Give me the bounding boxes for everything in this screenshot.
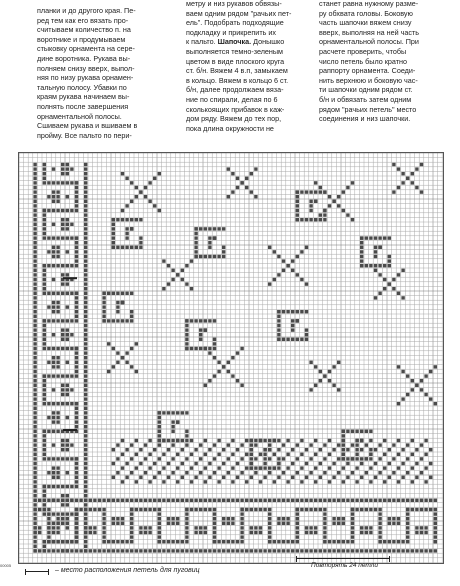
buttonhole-marker-icon bbox=[25, 569, 49, 575]
legend-text: – место расположения петель для пуговиц bbox=[55, 567, 200, 574]
ornament-pattern-grid bbox=[19, 153, 443, 563]
instructions-text-3: станет равна нужному разме- ру обхвата головы. Боковую часть шапочки вяжем снизу вверх, выполняя на ней часть орнаментальной полосы. При расчете проверить, чтобы число петель было кратно раппорту орнамента. Соеди- нить верхнюю и боковую час- ти шапочки одним рядом ст. б/н и обвязать затем одним рядом "рачьих петель" место соединения и низ шапочки. bbox=[319, 0, 420, 124]
text-column-3 bbox=[319, 0, 449, 124]
buttonhole-position-marker bbox=[63, 429, 77, 431]
text-column-2 bbox=[186, 0, 316, 133]
instructions-text-2 bbox=[186, 0, 316, 133]
crochet-filet-chart bbox=[18, 152, 444, 564]
text-column-1 bbox=[37, 6, 167, 140]
instructions-text-2b: Донышко выполняется темно-зеленым цветом в виде плоского круга ст. б/н. Вяжем 4 в.п, замыкаем в кольцо. Вяжем в кольцо 6 ст. б/н, далее продолжаем вяза- ние по спирали, делая по 6 сколькоящих прибавок в каж- дом ряду. Вяжем до тех пор, пока длина окружности не bbox=[186, 37, 289, 133]
chart-footer bbox=[25, 562, 445, 580]
instructions-text-1: планки и до другого края. Пе- ред тем как его вязать про- считываем количество п. на воротнике и продумываем стыковку орнамента на сере- дине воротника. Рукава вы- полняем снизу вверх, выпол- няя по низу рукава орнамен- тальную полосу. Убавки по краям рукава начинаем вы- полнять после завершения орнаментальной полосы. Сшиваем рукава и вшиваем в пройму. Все пальто по пери- bbox=[37, 6, 138, 140]
buttonhole-position-marker bbox=[63, 277, 77, 279]
repeat-label: Повторять 24 петли bbox=[311, 562, 378, 569]
hat-heading: Шапочка. bbox=[217, 37, 252, 47]
instructions-text-2a: метру и низ рукавов обвязы- ваем одним рядом "рачьих пет- ель". Подобрать подходящие подкладку и прикрепить их к пальто. bbox=[186, 0, 292, 47]
page-code: 00005 bbox=[0, 563, 12, 568]
